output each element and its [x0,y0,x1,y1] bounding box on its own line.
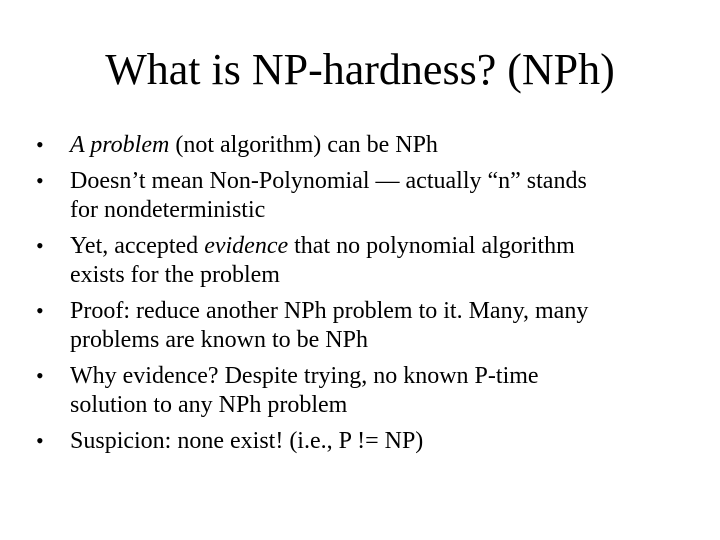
bullet-dot-icon: • [36,298,44,323]
bullet-item [0,164,720,227]
bullet-dot-icon: • [36,168,44,193]
bullet-dot-icon: • [36,428,44,453]
bullet-dot-icon: • [36,132,44,157]
emphasized-text: evidence [204,233,289,259]
bullet-line [70,323,690,357]
bullet-line [70,424,690,458]
bullet-item [0,359,720,422]
bullet-text: problems are known to be NPh [70,327,368,353]
bullet-text: Yet, accepted [70,233,205,259]
bullet-dot-icon: • [36,233,44,258]
bullet-line [70,128,690,162]
bullet-item [0,424,720,458]
bullet-item [0,294,720,357]
bullet-dot-icon: • [36,363,44,388]
bullet-text: (not algorithm) can be NPh [169,132,438,158]
bullet-text: Proof: reduce another NPh problem to it. Many, many [70,298,589,324]
slide-title: What is NP-hardness? (NPh) [105,45,615,94]
emphasized-text: A problem [70,132,170,158]
bullet-line [70,258,690,292]
bullet-text: Suspicion: none exist! (i.e., P != NP) [70,428,424,454]
bullet-text: for nondeterministic [70,197,266,223]
bullet-text: that no polynomial algorithm [288,233,575,259]
bullet-line [70,193,690,227]
bullet-text: solution to any NPh problem [70,392,348,418]
bullet-item [0,128,720,162]
bullet-list [0,128,720,458]
bullet-item [0,229,720,292]
bullet-text: exists for the problem [70,262,280,288]
bullet-text: Why evidence? Despite trying, no known P-time [70,363,539,389]
bullet-text: Doesn’t mean Non-Polynomial — actually “n” stands [70,168,587,194]
bullet-line [70,388,690,422]
